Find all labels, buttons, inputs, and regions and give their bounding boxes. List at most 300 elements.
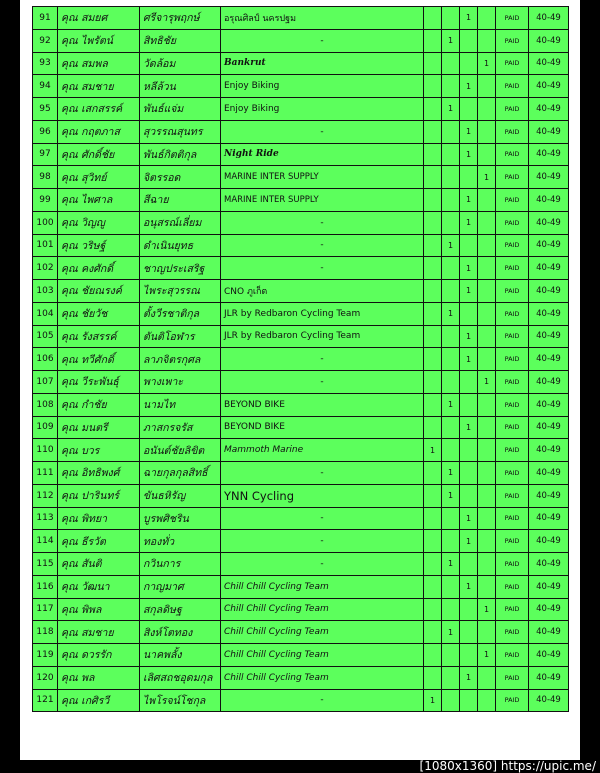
table-row xyxy=(33,598,569,621)
team-name: JLR by Redbaron Cycling Team xyxy=(221,302,424,325)
team-name: YNN Cycling xyxy=(221,484,424,507)
row-number: 121 xyxy=(33,689,58,712)
team-name: - xyxy=(221,120,424,143)
category-mark-cell xyxy=(460,371,478,394)
age-group: 40-49 xyxy=(529,371,569,394)
table-row xyxy=(33,507,569,530)
first-name: คุณ เกศิรวี xyxy=(58,689,140,712)
category-mark-cell xyxy=(424,302,442,325)
paid-status: PAID xyxy=(496,393,529,416)
last-name: อนันต์ชัยลิขิต xyxy=(140,439,221,462)
category-mark-cell xyxy=(424,507,442,530)
first-name: คุณ วีระพันธุ์ xyxy=(58,371,140,394)
last-name: วัดล้อม xyxy=(140,52,221,75)
age-group: 40-49 xyxy=(529,553,569,576)
category-mark-cell xyxy=(424,644,442,667)
paid-status: PAID xyxy=(496,462,529,485)
last-name: บูรพศิชริน xyxy=(140,507,221,530)
row-number: 102 xyxy=(33,257,58,280)
team-name: Bankrut xyxy=(221,52,424,75)
category-mark-cell xyxy=(442,439,460,462)
first-name: คุณ กำชัย xyxy=(58,393,140,416)
paid-status: PAID xyxy=(496,75,529,98)
category-mark-cell xyxy=(424,553,442,576)
row-number: 95 xyxy=(33,98,58,121)
table-row xyxy=(33,484,569,507)
last-name: สิงห์โตทอง xyxy=(140,621,221,644)
paid-status: PAID xyxy=(496,29,529,52)
category-mark-cell xyxy=(460,393,478,416)
age-group: 40-49 xyxy=(529,575,569,598)
table-row xyxy=(33,120,569,143)
table-row xyxy=(33,553,569,576)
team-name: - xyxy=(221,257,424,280)
category-mark-cell xyxy=(460,98,478,121)
table-row xyxy=(33,98,569,121)
category-mark-cell xyxy=(478,439,496,462)
age-group: 40-49 xyxy=(529,234,569,257)
age-group: 40-49 xyxy=(529,439,569,462)
age-group: 40-49 xyxy=(529,302,569,325)
category-mark-cell: 1 xyxy=(460,120,478,143)
table-row xyxy=(33,234,569,257)
first-name: คุณ ชัยวัช xyxy=(58,302,140,325)
category-mark-cell xyxy=(478,507,496,530)
category-mark-cell xyxy=(478,143,496,166)
category-mark-cell xyxy=(460,553,478,576)
category-mark-cell xyxy=(478,302,496,325)
last-name: อนุสรณ์เลี่ยม xyxy=(140,211,221,234)
paid-status: PAID xyxy=(496,416,529,439)
last-name: ไพโรจน์โชกุล xyxy=(140,689,221,712)
category-mark-cell: 1 xyxy=(442,98,460,121)
category-mark-cell xyxy=(424,234,442,257)
paid-status: PAID xyxy=(496,439,529,462)
category-mark-cell: 1 xyxy=(460,211,478,234)
paid-status: PAID xyxy=(496,98,529,121)
category-mark-cell xyxy=(424,120,442,143)
row-number: 106 xyxy=(33,348,58,371)
age-group: 40-49 xyxy=(529,462,569,485)
first-name: คุณ ไพศาล xyxy=(58,189,140,212)
team-name: Chill Chill Cycling Team xyxy=(221,621,424,644)
category-mark-cell xyxy=(424,325,442,348)
category-mark-cell xyxy=(424,484,442,507)
team-name: Enjoy Biking xyxy=(221,75,424,98)
age-group: 40-49 xyxy=(529,257,569,280)
team-name: - xyxy=(221,371,424,394)
row-number: 91 xyxy=(33,7,58,30)
row-number: 100 xyxy=(33,211,58,234)
first-name: คุณ ไพรัตน์ xyxy=(58,29,140,52)
paid-status: PAID xyxy=(496,598,529,621)
team-name: Chill Chill Cycling Team xyxy=(221,644,424,667)
first-name: คุณ บวร xyxy=(58,439,140,462)
last-name: กาญมาศ xyxy=(140,575,221,598)
category-mark-cell xyxy=(442,371,460,394)
category-mark-cell: 1 xyxy=(424,439,442,462)
row-number: 114 xyxy=(33,530,58,553)
category-mark-cell xyxy=(442,257,460,280)
team-name: - xyxy=(221,234,424,257)
category-mark-cell xyxy=(442,530,460,553)
row-number: 92 xyxy=(33,29,58,52)
age-group: 40-49 xyxy=(529,416,569,439)
table-row xyxy=(33,530,569,553)
table-row xyxy=(33,462,569,485)
category-mark-cell xyxy=(424,575,442,598)
category-mark-cell xyxy=(424,530,442,553)
category-mark-cell xyxy=(424,75,442,98)
last-name: สุวรรณสุนทร xyxy=(140,120,221,143)
category-mark-cell xyxy=(424,98,442,121)
category-mark-cell xyxy=(424,348,442,371)
paid-status: PAID xyxy=(496,120,529,143)
paid-status: PAID xyxy=(496,189,529,212)
team-name: Chill Chill Cycling Team xyxy=(221,598,424,621)
category-mark-cell: 1 xyxy=(460,280,478,303)
category-mark-cell xyxy=(478,666,496,689)
team-name: - xyxy=(221,462,424,485)
age-group: 40-49 xyxy=(529,120,569,143)
last-name: ฉายกุลกุลสิทธิ์ xyxy=(140,462,221,485)
first-name: คุณ รังสรรค์ xyxy=(58,325,140,348)
first-name: คุณ ศักดิ์ชัย xyxy=(58,143,140,166)
category-mark-cell xyxy=(424,393,442,416)
category-mark-cell xyxy=(478,7,496,30)
category-mark-cell: 1 xyxy=(478,52,496,75)
category-mark-cell xyxy=(478,234,496,257)
category-mark-cell xyxy=(460,484,478,507)
row-number: 112 xyxy=(33,484,58,507)
first-name: คุณ ธีรวัต xyxy=(58,530,140,553)
category-mark-cell xyxy=(478,29,496,52)
first-name: คุณ สมยศ xyxy=(58,7,140,30)
team-name: Chill Chill Cycling Team xyxy=(221,575,424,598)
age-group: 40-49 xyxy=(529,325,569,348)
category-mark-cell xyxy=(442,143,460,166)
row-number: 96 xyxy=(33,120,58,143)
paid-status: PAID xyxy=(496,689,529,712)
category-mark-cell xyxy=(424,189,442,212)
team-name: Night Ride xyxy=(221,143,424,166)
row-number: 110 xyxy=(33,439,58,462)
last-name: สกุลดิษฐ xyxy=(140,598,221,621)
category-mark-cell xyxy=(478,689,496,712)
category-mark-cell xyxy=(424,371,442,394)
row-number: 107 xyxy=(33,371,58,394)
table-row xyxy=(33,371,569,394)
row-number: 120 xyxy=(33,666,58,689)
age-group: 40-49 xyxy=(529,143,569,166)
table-row xyxy=(33,166,569,189)
category-mark-cell: 1 xyxy=(460,7,478,30)
last-name: หลีล้วน xyxy=(140,75,221,98)
team-name: - xyxy=(221,689,424,712)
category-mark-cell xyxy=(460,234,478,257)
document-page xyxy=(20,0,580,760)
paid-status: PAID xyxy=(496,507,529,530)
table-row xyxy=(33,75,569,98)
team-name: JLR by Redbaron Cycling Team xyxy=(221,325,424,348)
last-name: นาคพลั้ง xyxy=(140,644,221,667)
category-mark-cell xyxy=(442,689,460,712)
category-mark-cell xyxy=(424,621,442,644)
first-name: คุณ ทวีศักดิ์ xyxy=(58,348,140,371)
first-name: คุณ วัฒนา xyxy=(58,575,140,598)
category-mark-cell xyxy=(460,302,478,325)
first-name: คุณ มนตรี xyxy=(58,416,140,439)
row-number: 97 xyxy=(33,143,58,166)
category-mark-cell: 1 xyxy=(442,462,460,485)
category-mark-cell: 1 xyxy=(442,553,460,576)
category-mark-cell xyxy=(442,120,460,143)
category-mark-cell: 1 xyxy=(460,416,478,439)
paid-status: PAID xyxy=(496,348,529,371)
first-name: คุณ ชัยณรงค์ xyxy=(58,280,140,303)
category-mark-cell: 1 xyxy=(460,530,478,553)
table-row xyxy=(33,302,569,325)
team-name: - xyxy=(221,348,424,371)
table-row xyxy=(33,644,569,667)
category-mark-cell xyxy=(460,598,478,621)
paid-status: PAID xyxy=(496,666,529,689)
category-mark-cell: 1 xyxy=(460,257,478,280)
last-name: กวินการ xyxy=(140,553,221,576)
category-mark-cell: 1 xyxy=(460,75,478,98)
category-mark-cell xyxy=(424,52,442,75)
team-name: BEYOND BIKE xyxy=(221,416,424,439)
category-mark-cell xyxy=(424,7,442,30)
age-group: 40-49 xyxy=(529,29,569,52)
category-mark-cell xyxy=(442,416,460,439)
age-group: 40-49 xyxy=(529,530,569,553)
category-mark-cell xyxy=(442,7,460,30)
category-mark-cell xyxy=(460,462,478,485)
age-group: 40-49 xyxy=(529,189,569,212)
category-mark-cell xyxy=(442,189,460,212)
category-mark-cell xyxy=(424,29,442,52)
category-mark-cell xyxy=(478,257,496,280)
table-row xyxy=(33,143,569,166)
age-group: 40-49 xyxy=(529,666,569,689)
category-mark-cell xyxy=(478,348,496,371)
paid-status: PAID xyxy=(496,234,529,257)
age-group: 40-49 xyxy=(529,348,569,371)
first-name: คุณ สมชาย xyxy=(58,75,140,98)
row-number: 108 xyxy=(33,393,58,416)
table-row xyxy=(33,257,569,280)
row-number: 109 xyxy=(33,416,58,439)
category-mark-cell xyxy=(424,143,442,166)
table-row xyxy=(33,52,569,75)
paid-status: PAID xyxy=(496,325,529,348)
category-mark-cell: 1 xyxy=(478,598,496,621)
age-group: 40-49 xyxy=(529,598,569,621)
category-mark-cell xyxy=(442,348,460,371)
category-mark-cell xyxy=(424,598,442,621)
age-group: 40-49 xyxy=(529,280,569,303)
category-mark-cell xyxy=(478,189,496,212)
paid-status: PAID xyxy=(496,52,529,75)
category-mark-cell xyxy=(424,666,442,689)
first-name: คุณ ปารินทร์ xyxy=(58,484,140,507)
last-name: พันธ์แจ่ม xyxy=(140,98,221,121)
category-mark-cell: 1 xyxy=(478,644,496,667)
row-number: 118 xyxy=(33,621,58,644)
row-number: 98 xyxy=(33,166,58,189)
category-mark-cell xyxy=(460,621,478,644)
category-mark-cell xyxy=(478,393,496,416)
last-name: สีฉาย xyxy=(140,189,221,212)
team-name: - xyxy=(221,553,424,576)
category-mark-cell xyxy=(442,666,460,689)
row-number: 116 xyxy=(33,575,58,598)
team-name: Enjoy Biking xyxy=(221,98,424,121)
table-row xyxy=(33,393,569,416)
category-mark-cell xyxy=(442,644,460,667)
last-name: พางเพาะ xyxy=(140,371,221,394)
category-mark-cell xyxy=(460,439,478,462)
age-group: 40-49 xyxy=(529,484,569,507)
category-mark-cell xyxy=(478,621,496,644)
paid-status: PAID xyxy=(496,553,529,576)
table-body xyxy=(33,7,569,712)
age-group: 40-49 xyxy=(529,98,569,121)
category-mark-cell: 1 xyxy=(478,371,496,394)
category-mark-cell: 1 xyxy=(460,325,478,348)
row-number: 119 xyxy=(33,644,58,667)
team-name: - xyxy=(221,29,424,52)
age-group: 40-49 xyxy=(529,689,569,712)
last-name: จิตรรอด xyxy=(140,166,221,189)
last-name: พันธ์กิตติกุล xyxy=(140,143,221,166)
category-mark-cell: 1 xyxy=(442,621,460,644)
category-mark-cell xyxy=(478,575,496,598)
age-group: 40-49 xyxy=(529,507,569,530)
row-number: 117 xyxy=(33,598,58,621)
first-name: คุณ อิทธิพงศ์ xyxy=(58,462,140,485)
age-group: 40-49 xyxy=(529,166,569,189)
row-number: 93 xyxy=(33,52,58,75)
team-name: - xyxy=(221,530,424,553)
row-number: 115 xyxy=(33,553,58,576)
paid-status: PAID xyxy=(496,280,529,303)
category-mark-cell xyxy=(442,507,460,530)
paid-status: PAID xyxy=(496,530,529,553)
image-host-footer: [1080x1360] https://upic.me/ xyxy=(419,759,596,773)
age-group: 40-49 xyxy=(529,7,569,30)
category-mark-cell xyxy=(442,280,460,303)
category-mark-cell: 1 xyxy=(460,143,478,166)
team-name: อรุณศิลป์ นครปฐม xyxy=(221,7,424,30)
first-name: คุณ สมชาย xyxy=(58,621,140,644)
category-mark-cell xyxy=(460,29,478,52)
first-name: คุณ สมพล xyxy=(58,52,140,75)
category-mark-cell xyxy=(478,280,496,303)
paid-status: PAID xyxy=(496,621,529,644)
last-name: นามไท xyxy=(140,393,221,416)
first-name: คุณ เสกสรรค์ xyxy=(58,98,140,121)
table-row xyxy=(33,29,569,52)
last-name: ภาสกรจรัส xyxy=(140,416,221,439)
category-mark-cell xyxy=(442,52,460,75)
team-name: Chill Chill Cycling Team xyxy=(221,666,424,689)
category-mark-cell xyxy=(478,530,496,553)
first-name: คุณ พิทยา xyxy=(58,507,140,530)
age-group: 40-49 xyxy=(529,621,569,644)
row-number: 104 xyxy=(33,302,58,325)
category-mark-cell xyxy=(478,484,496,507)
category-mark-cell: 1 xyxy=(460,575,478,598)
category-mark-cell xyxy=(442,75,460,98)
category-mark-cell xyxy=(478,462,496,485)
age-group: 40-49 xyxy=(529,211,569,234)
last-name: ตันติโอฬาร xyxy=(140,325,221,348)
team-name: MARINE INTER SUPPLY xyxy=(221,189,424,212)
category-mark-cell xyxy=(424,280,442,303)
category-mark-cell xyxy=(424,462,442,485)
category-mark-cell xyxy=(478,211,496,234)
category-mark-cell: 1 xyxy=(460,189,478,212)
paid-status: PAID xyxy=(496,166,529,189)
category-mark-cell: 1 xyxy=(442,484,460,507)
paid-status: PAID xyxy=(496,575,529,598)
registration-table xyxy=(32,6,569,712)
first-name: คุณ วริษฐ์ xyxy=(58,234,140,257)
category-mark-cell xyxy=(442,211,460,234)
first-name: คุณ พิพล xyxy=(58,598,140,621)
team-name: Mammoth Marine xyxy=(221,439,424,462)
first-name: คุณ ดวรรัก xyxy=(58,644,140,667)
team-name: - xyxy=(221,211,424,234)
team-name: CNO ภูเก็ต xyxy=(221,280,424,303)
age-group: 40-49 xyxy=(529,52,569,75)
category-mark-cell xyxy=(460,689,478,712)
paid-status: PAID xyxy=(496,143,529,166)
team-name: BEYOND BIKE xyxy=(221,393,424,416)
category-mark-cell xyxy=(460,166,478,189)
category-mark-cell xyxy=(424,166,442,189)
paid-status: PAID xyxy=(496,211,529,234)
last-name: ดำเนินยุทธ xyxy=(140,234,221,257)
category-mark-cell xyxy=(478,553,496,576)
category-mark-cell: 1 xyxy=(442,393,460,416)
paid-status: PAID xyxy=(496,484,529,507)
paid-status: PAID xyxy=(496,257,529,280)
category-mark-cell xyxy=(478,416,496,439)
last-name: ตั้งวีรชาติกุล xyxy=(140,302,221,325)
age-group: 40-49 xyxy=(529,393,569,416)
age-group: 40-49 xyxy=(529,644,569,667)
team-name: MARINE INTER SUPPLY xyxy=(221,166,424,189)
paid-status: PAID xyxy=(496,644,529,667)
category-mark-cell: 1 xyxy=(424,689,442,712)
team-name: - xyxy=(221,507,424,530)
category-mark-cell xyxy=(478,120,496,143)
age-group: 40-49 xyxy=(529,75,569,98)
first-name: คุณ สุวิทย์ xyxy=(58,166,140,189)
category-mark-cell xyxy=(478,325,496,348)
row-number: 101 xyxy=(33,234,58,257)
row-number: 94 xyxy=(33,75,58,98)
table-row xyxy=(33,689,569,712)
last-name: ชาญประเสริฐ xyxy=(140,257,221,280)
table-row xyxy=(33,666,569,689)
first-name: คุณ สันติ xyxy=(58,553,140,576)
category-mark-cell: 1 xyxy=(460,348,478,371)
category-mark-cell xyxy=(424,416,442,439)
